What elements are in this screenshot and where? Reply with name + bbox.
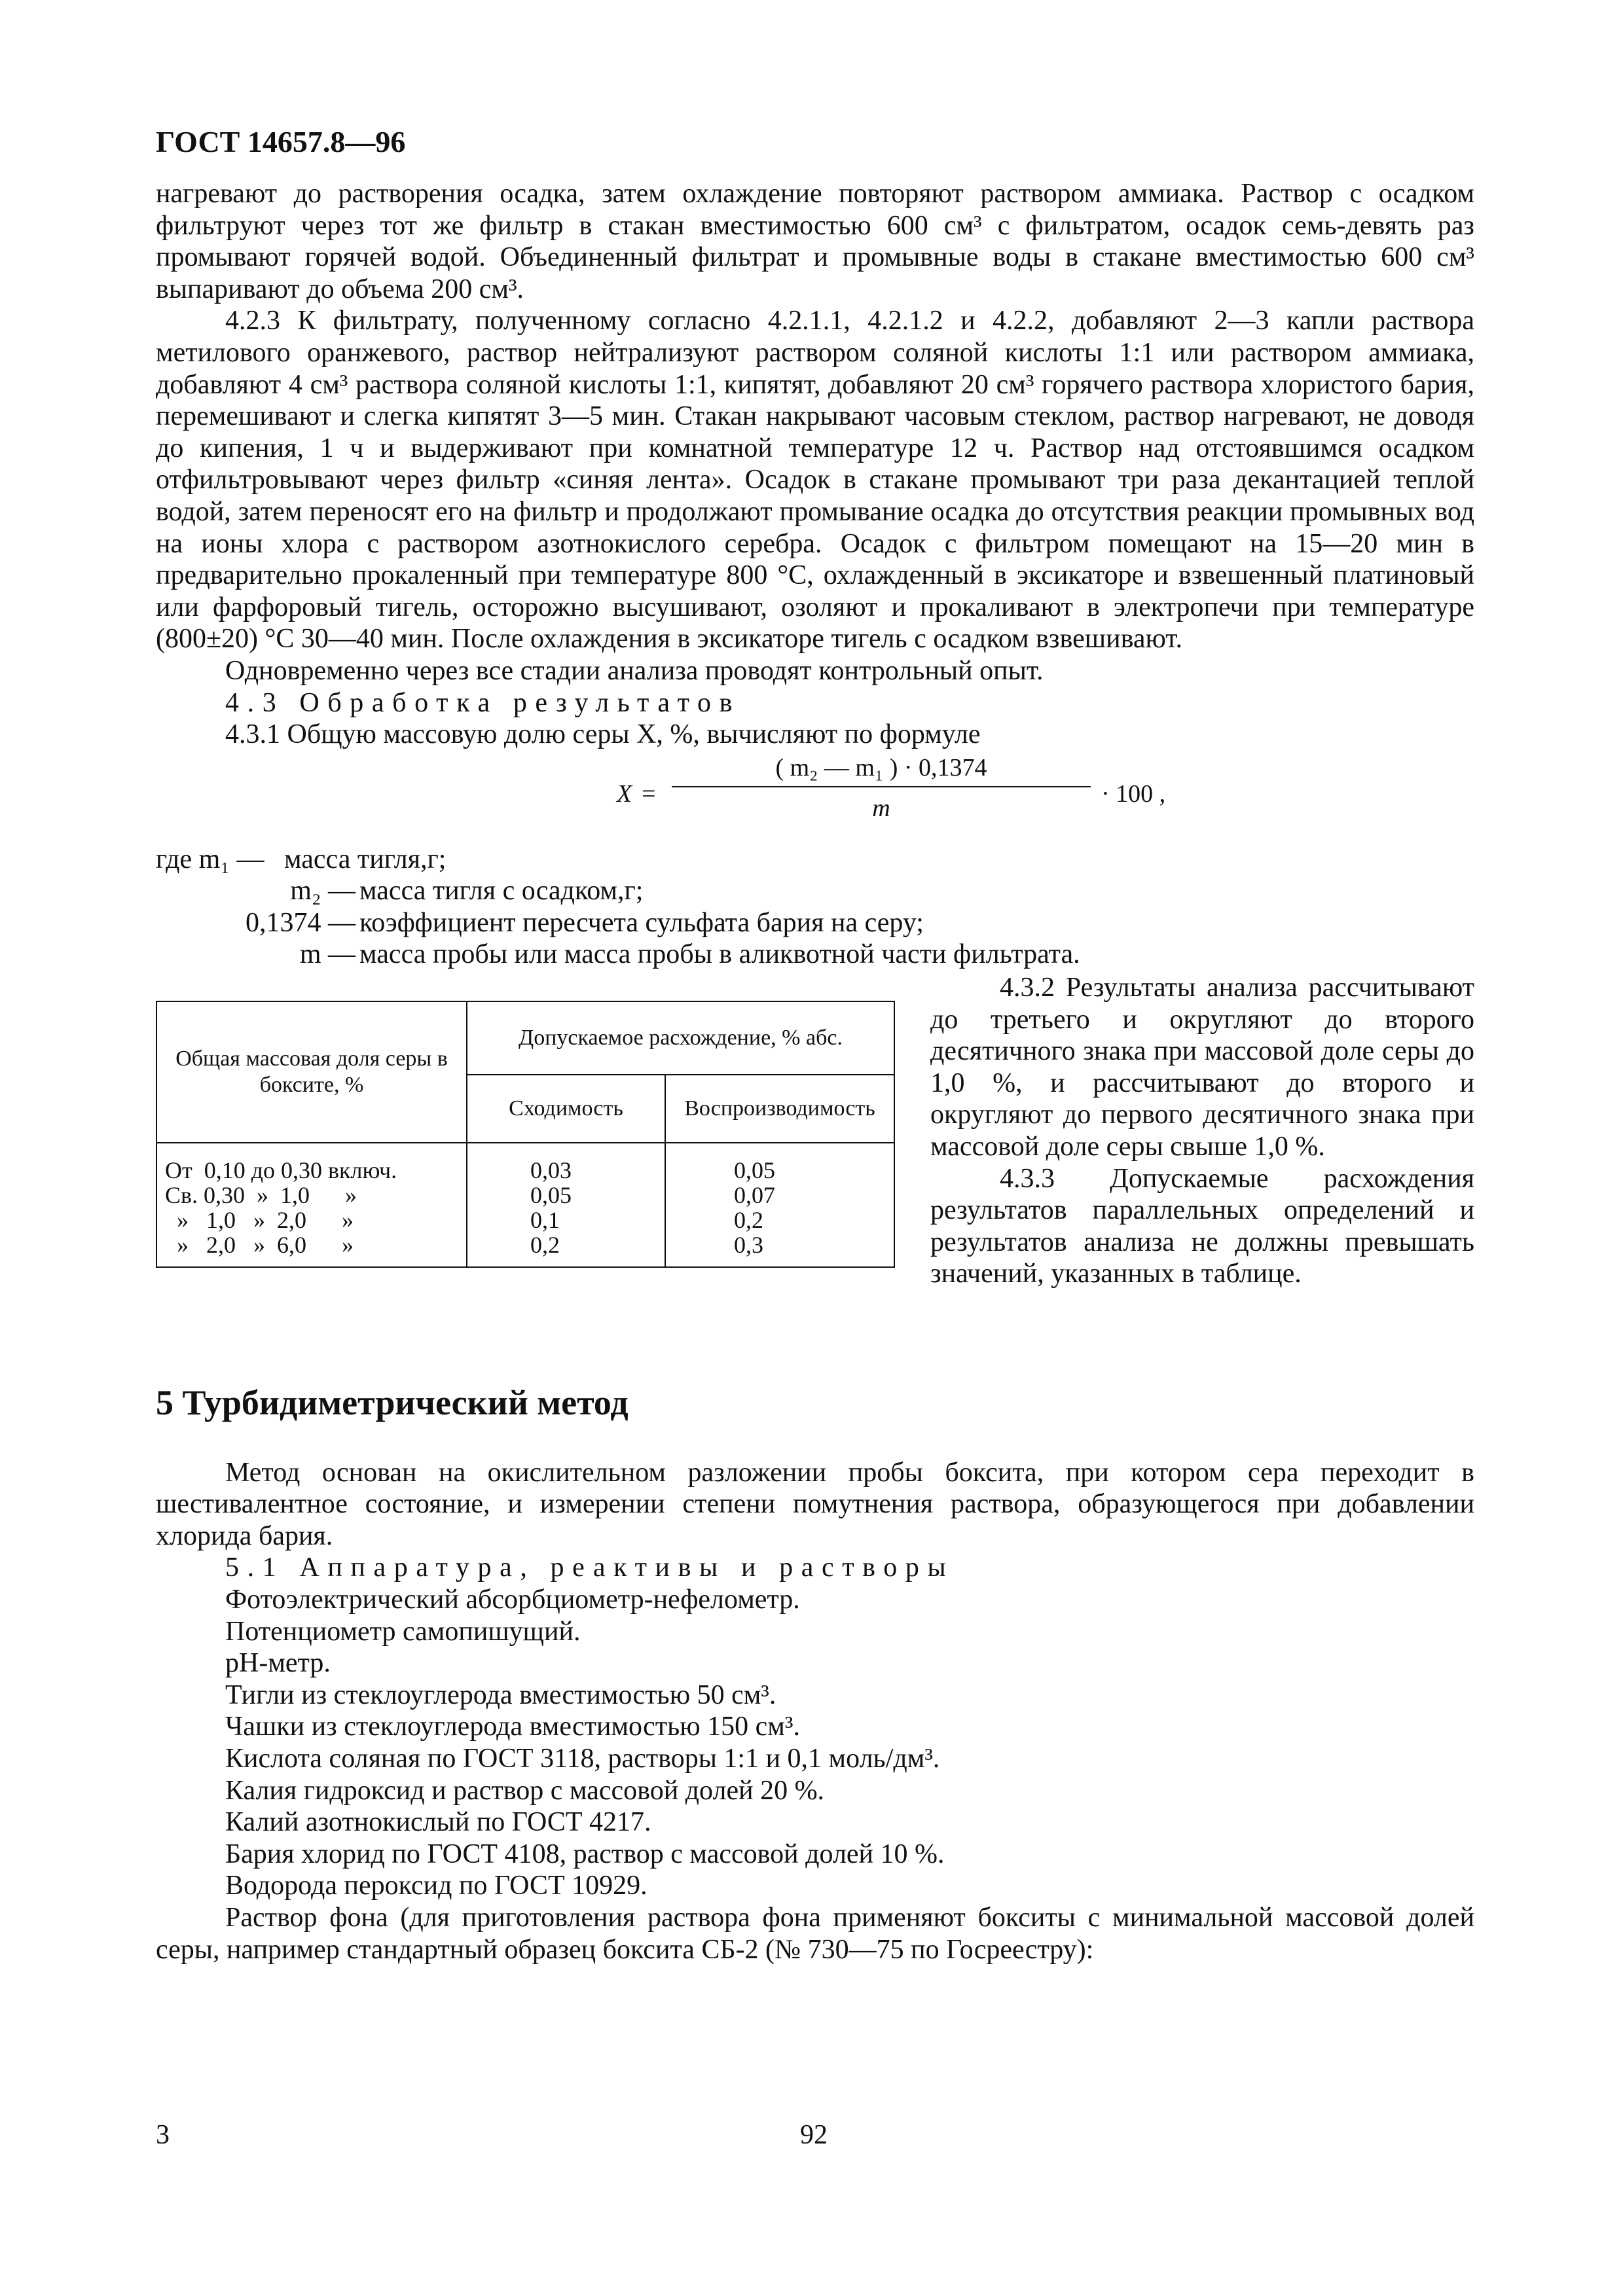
- table-header-sulfur: Общая массовая доля серы в боксите, %: [156, 1001, 467, 1143]
- table-row-value: 0,03: [530, 1157, 572, 1184]
- equipment-item: Бария хлорид по ГОСТ 4108, раствор с массовой долей 10 %.: [225, 1839, 945, 1869]
- paragraph-4-3-3: 4.3.3 Допускаемые расхождения результатов параллельных определений и результатов анализа не должны превышать значений, указанных в таблице.: [930, 1163, 1474, 1289]
- section-5-title: 5 Турбидиметрический метод: [156, 1383, 629, 1423]
- equipment-item: рН-метр.: [225, 1648, 331, 1679]
- table-row-value: 0,05: [734, 1157, 775, 1184]
- formula-equals: =: [642, 780, 656, 808]
- paragraph-continuation: нагревают до растворения осадка, затем охлаждение повторяют раствором аммиака. Раствор с осадком фильтруют через тот же фильтр в стакан вместимостью 600 см³ с фильтратом, осадок семь-девять раз промывают горячей водой. Объединенный фильтрат и промывные воды в стакане вместимостью 600 см³ выпаривают до объема 200 см³.: [156, 179, 1474, 304]
- page-footer-left: 3: [156, 2120, 170, 2150]
- table-header-reproducibility: Воспроизводимость: [665, 1075, 894, 1143]
- table-row-value: 0,1: [530, 1207, 560, 1234]
- legend-desc: масса пробы или масса пробы в аликвотной части фильтрата.: [359, 939, 1080, 970]
- paragraph-4-2-3: 4.2.3 К фильтрату, полученному согласно 4.2.1.1, 4.2.1.2 и 4.2.2, добавляют 2—3 капли раствора метилового оранжевого, раствор нейтрализуют раствором соляной кислоты 1:1 или раствором аммиака, добавляют 4 см³ раствора соляной кислоты 1:1, кипятят, добавляют 20 см³ горячего раствора хлористого бария, перемешивают и слегка кипятят 3—5 мин. Стакан накрывают часовым стеклом, раствор нагревают, не доводя до кипения, 1 ч и выдерживают при комнатной температуре 12 ч. Раствор над отстоявшимся осадком отфильтровывают через фильтр «синяя лента». Осадок в стакане промывают три раза декантацией теплой водой, затем переносят его на фильтр и продолжают промывание осадка до отсутствия реакции промывных вод на ионы хлора с раствором азотнокислого серебра. Осадок с фильтром помещают на 15—20 мин в предварительно прокаленный при температуре 800 °С, охлажденный в эксикаторе и взвешенный платиновый или фарфоровый тигель, осторожно высушивают, озоляют и прокаливают в электропечи при температуре (800±20) °С 30—40 мин. После охлаждения в эксикаторе тигель с осадком взвешивают.: [156, 306, 1474, 655]
- legend-row: [156, 875, 1474, 907]
- equipment-item: Калия гидроксид и раствор с массовой долей 20 %.: [225, 1775, 825, 1806]
- table-cell-ranges: [156, 1143, 467, 1267]
- table-row-range: Св. 0,30 » 1,0 »: [165, 1182, 357, 1209]
- table-row-value: 0,3: [734, 1232, 763, 1259]
- side-text: [930, 972, 1474, 1290]
- equipment-item: Водорода пероксид по ГОСТ 10929.: [225, 1871, 647, 1901]
- table-row-range: От 0,10 до 0,30 включ.: [165, 1157, 397, 1184]
- formula-sulfur: [156, 752, 1474, 844]
- table-row-range: » 1,0 » 2,0 »: [165, 1207, 354, 1234]
- paragraph-control-test: Одновременно через все стадии анализа проводят контрольный опыт.: [225, 655, 1044, 686]
- legend-row: [156, 939, 1474, 971]
- table-row-value: 0,07: [734, 1182, 775, 1209]
- fraction-bar: [672, 786, 1091, 787]
- legend-row: [156, 907, 1474, 939]
- table-cell-reproducibility: [665, 1143, 894, 1267]
- table-header-group: Допускаемое расхождение, % абс.: [467, 1001, 894, 1075]
- legend-row: [156, 844, 1474, 876]
- legend-desc: масса тигля,г;: [284, 844, 447, 874]
- legend-key: где m₁ —: [156, 844, 264, 874]
- legend-key: 0,1374 —: [246, 907, 356, 938]
- heading-4-3: 4.3 Обработка результатов: [225, 687, 741, 718]
- formula-tail: · 100 ,: [1101, 780, 1166, 808]
- equipment-item: Калий азотнокислый по ГОСТ 4217.: [225, 1807, 651, 1838]
- paragraph-4-3-1: 4.3.1 Общую массовую долю серы X, %, вычисляют по формуле: [225, 719, 981, 750]
- equipment-item: Тигли из стеклоуглерода вместимостью 50 см³.: [225, 1679, 776, 1710]
- page-number: 92: [800, 2120, 828, 2150]
- table-row-value: 0,05: [530, 1182, 572, 1209]
- table-header-convergence: Сходимость: [467, 1075, 665, 1143]
- table-section: [156, 972, 1474, 1338]
- document-header: ГОСТ 14657.8—96: [156, 125, 406, 158]
- legend-key: m —: [299, 939, 356, 970]
- legend-key: m₂ —: [290, 876, 356, 906]
- table-row-value: 0,2: [734, 1207, 763, 1234]
- equipment-item: Потенциометр самопишущий.: [225, 1616, 581, 1647]
- heading-5-1: 5.1 Аппаратура, реактивы и растворы: [225, 1552, 955, 1583]
- table-row-value: 0,2: [530, 1232, 560, 1259]
- formula-lhs: X: [617, 780, 632, 808]
- legend-desc: коэффициент пересчета сульфата бария на серу;: [359, 907, 924, 938]
- document-body: [156, 178, 1474, 1965]
- legend-desc: масса тигля с осадком,г;: [359, 876, 644, 906]
- tolerance-table: [156, 1001, 895, 1268]
- formula-numerator: ( m₂ — m₁ ) · 0,1374: [775, 753, 987, 781]
- equipment-item: Фотоэлектрический абсорбциометр-нефелометр.: [225, 1585, 800, 1615]
- equipment-item: Кислота соляная по ГОСТ 3118, растворы 1:1 и 0,1 моль/дм³.: [225, 1744, 940, 1774]
- section-5-intro: Метод основан на окислительном разложении пробы боксита, при котором сера переходит в шестивалентное состояние, и измерении степени помутнения раствора, образующегося при добавлении хлорида бария.: [156, 1457, 1474, 1551]
- formula-legend: [156, 844, 1474, 971]
- table-cell-convergence: [467, 1143, 665, 1267]
- paragraph-background-solution: Раствор фона (для приготовления раствора фона применяют бокситы с минимальной массовой долей серы, например стандартный образец боксита СБ-2 (№ 730—75 по Госреестру):: [156, 1902, 1474, 1965]
- paragraph-4-3-2: 4.3.2 Результаты анализа рассчитывают до третьего и округляют до второго десятичного знака при массовой доле серы до 1,0 %, и рассчитывают до второго и округляют до первого десятичного знака при массовой доле серы свыше 1,0 %.: [930, 973, 1474, 1162]
- table-row-range: » 2,0 » 6,0 »: [165, 1232, 354, 1259]
- equipment-item: Чашки из стеклоуглерода вместимостью 150 см³.: [225, 1712, 800, 1742]
- formula-denominator: m: [872, 794, 890, 822]
